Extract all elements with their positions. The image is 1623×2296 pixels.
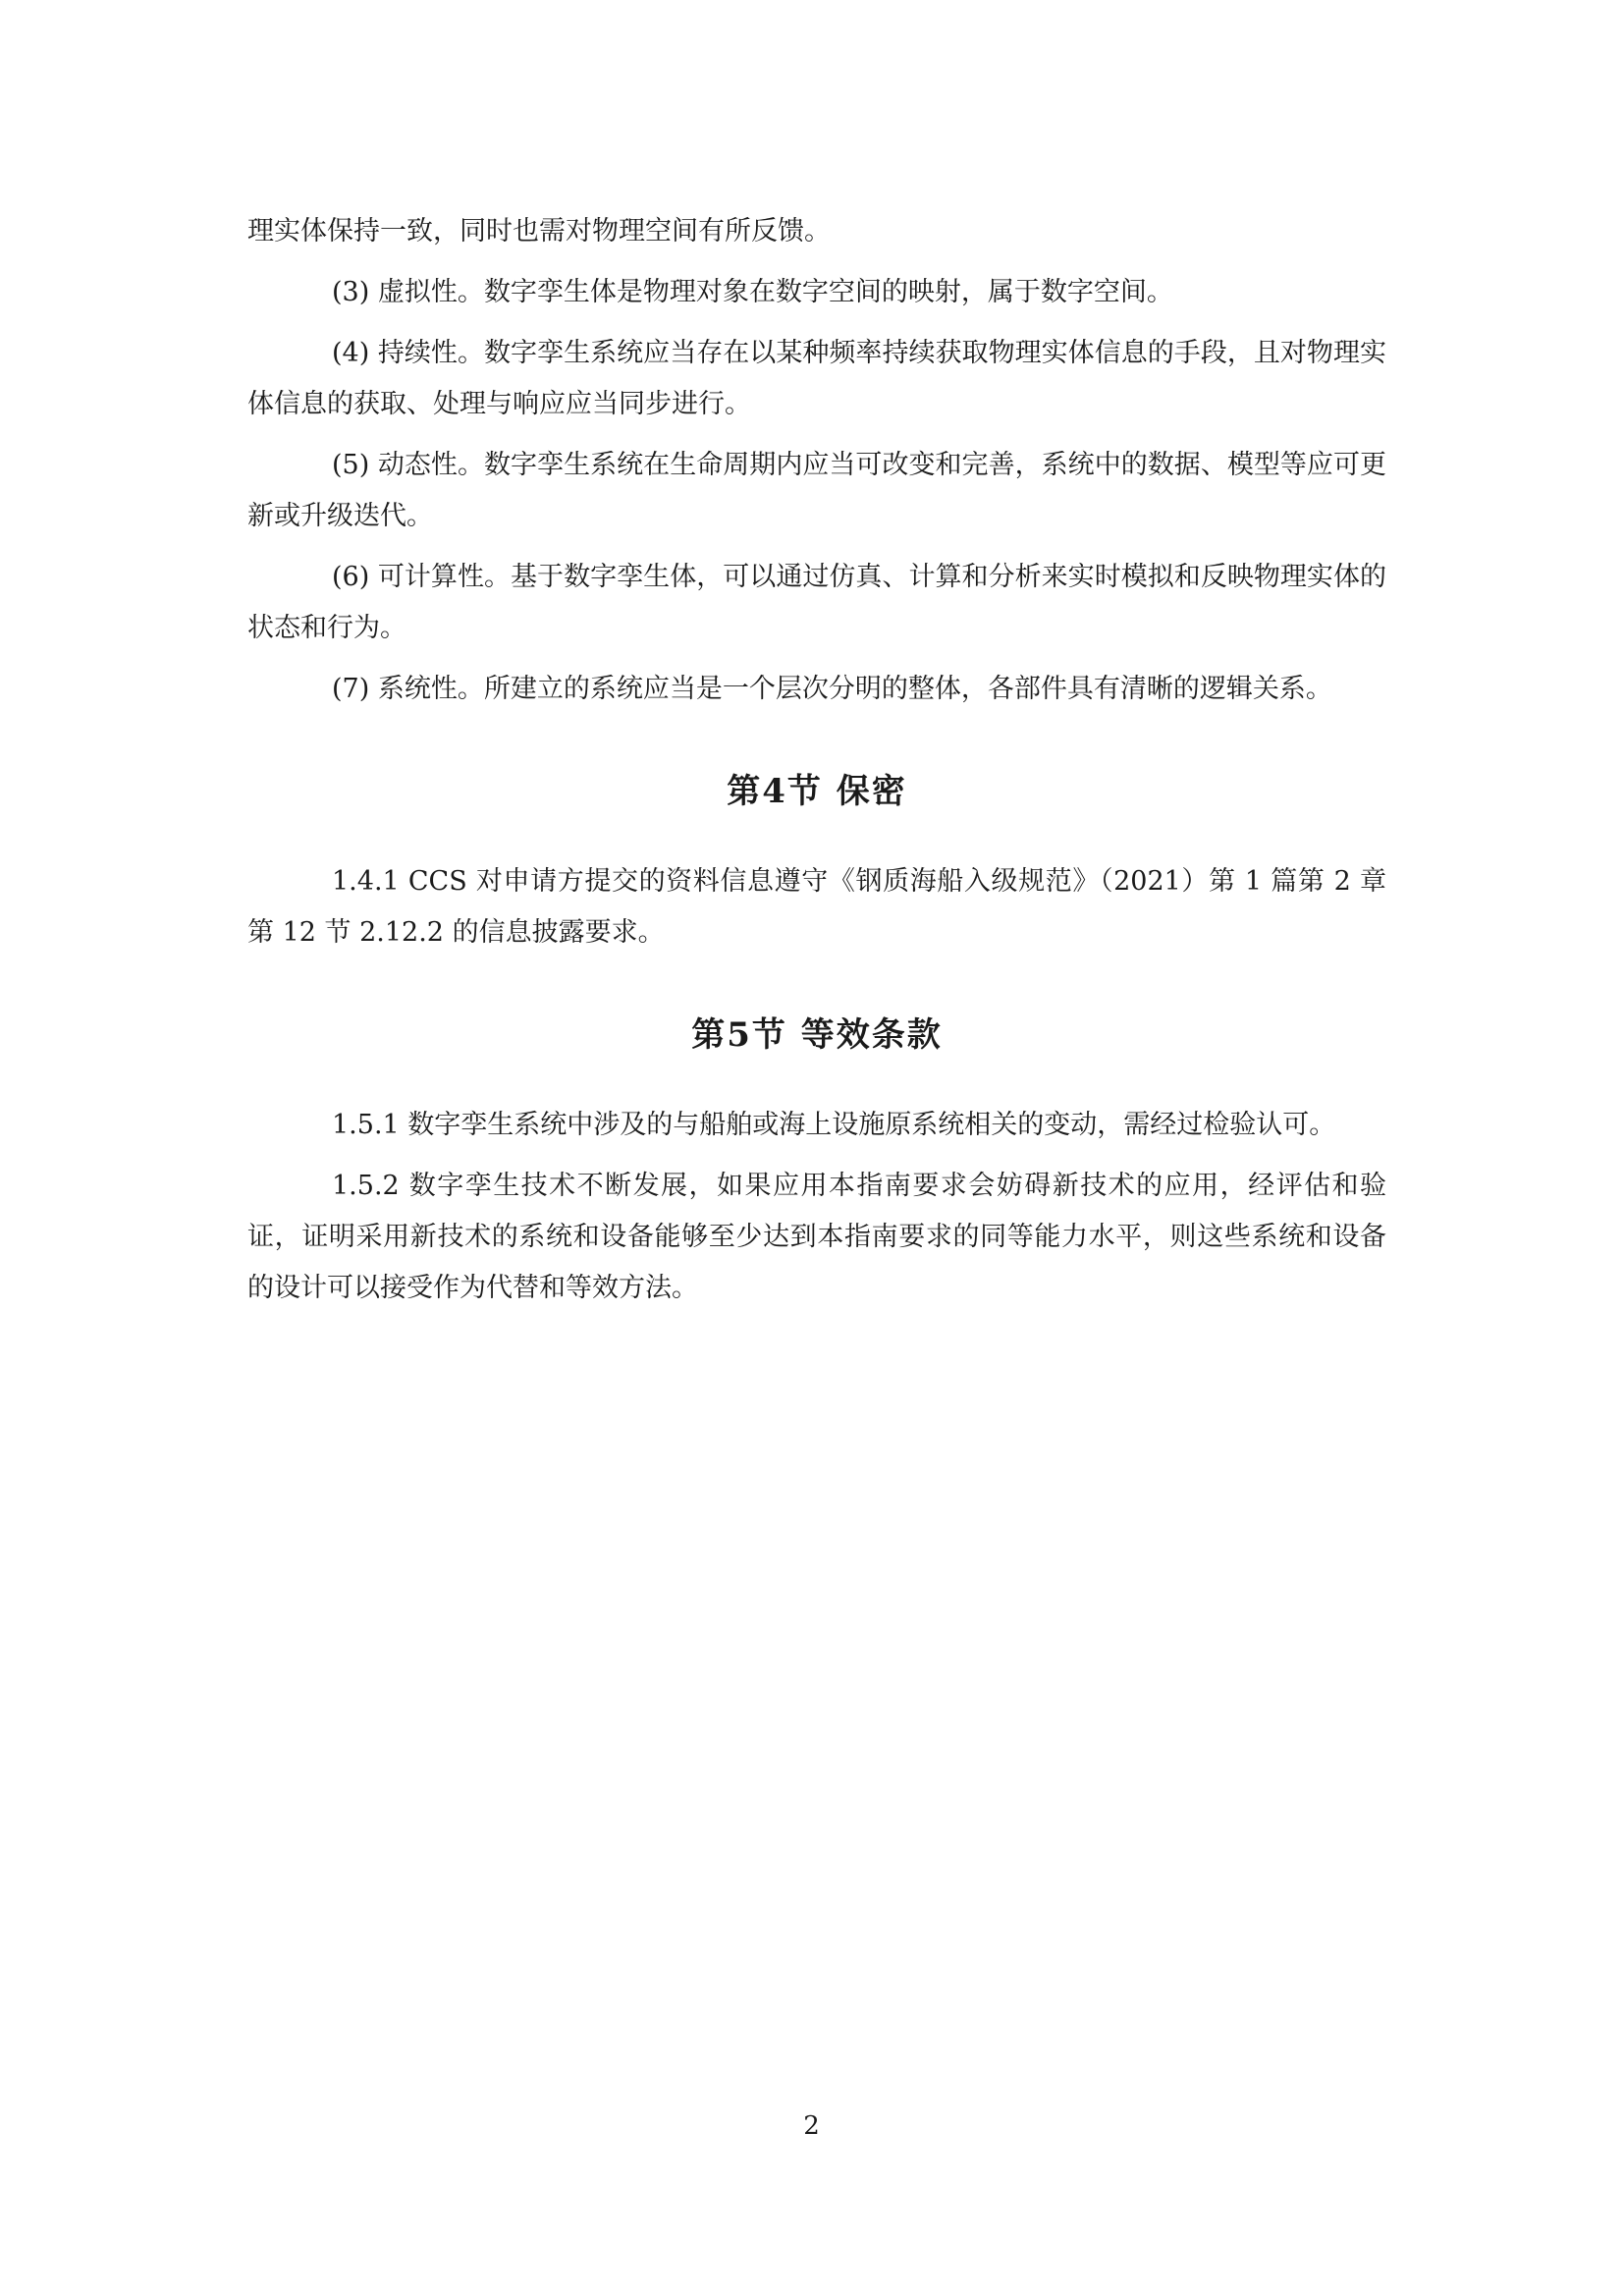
paragraph-systematicness: (7) 系统性。所建立的系统应当是一个层次分明的整体，各部件具有清晰的逻辑关系。 (332, 674, 1332, 704)
paragraph-continuity: (4) 持续性。数字孪生系统应当存在以某种频率持续获取物理实体信息的手段，且对物理实体信息的获取、处理与响应应当同步进行。 (247, 338, 1386, 419)
page-content (247, 206, 1386, 1324)
page-number: 2 (803, 2111, 820, 2141)
section-4-clause-1: 1.4.1 CCS 对申请方提交的资料信息遵守《钢质海船入级规范》（2021）第 1 篇第 2 章第 12 节 2.12.2 的信息披露要求。 (247, 866, 1386, 948)
section-4-heading: 第4节 保密 (727, 772, 907, 811)
section-5-clause-2: 1.5.2 数字孪生技术不断发展，如果应用本指南要求会妨碍新技术的应用，经评估和验证，证明采用新技术的系统和设备能够至少达到本指南要求的同等能力水平，则这些系统和设备的设计可以接受作为代替和等效方法。 (247, 1171, 1386, 1303)
section-5-clause-1: 1.5.1 数字孪生系统中涉及的与船舶或海上设施原系统相关的变动，需经过检验认可。 (332, 1110, 1336, 1140)
paragraph-computability: (6) 可计算性。基于数字孪生体，可以通过仿真、计算和分析来实时模拟和反映物理实体的状态和行为。 (247, 562, 1386, 643)
section-5-heading: 第5节 等效条款 (691, 1015, 943, 1055)
paragraph-dynamism: (5) 动态性。数字孪生系统在生命周期内应当可改变和完善，系统中的数据、模型等应可更新或升级迭代。 (247, 450, 1386, 531)
paragraph-continuation: 理实体保持一致，同时也需对物理空间有所反馈。 (247, 216, 831, 246)
paragraph-virtuality: (3) 虚拟性。数字孪生体是物理对象在数字空间的映射，属于数字空间。 (332, 277, 1173, 307)
